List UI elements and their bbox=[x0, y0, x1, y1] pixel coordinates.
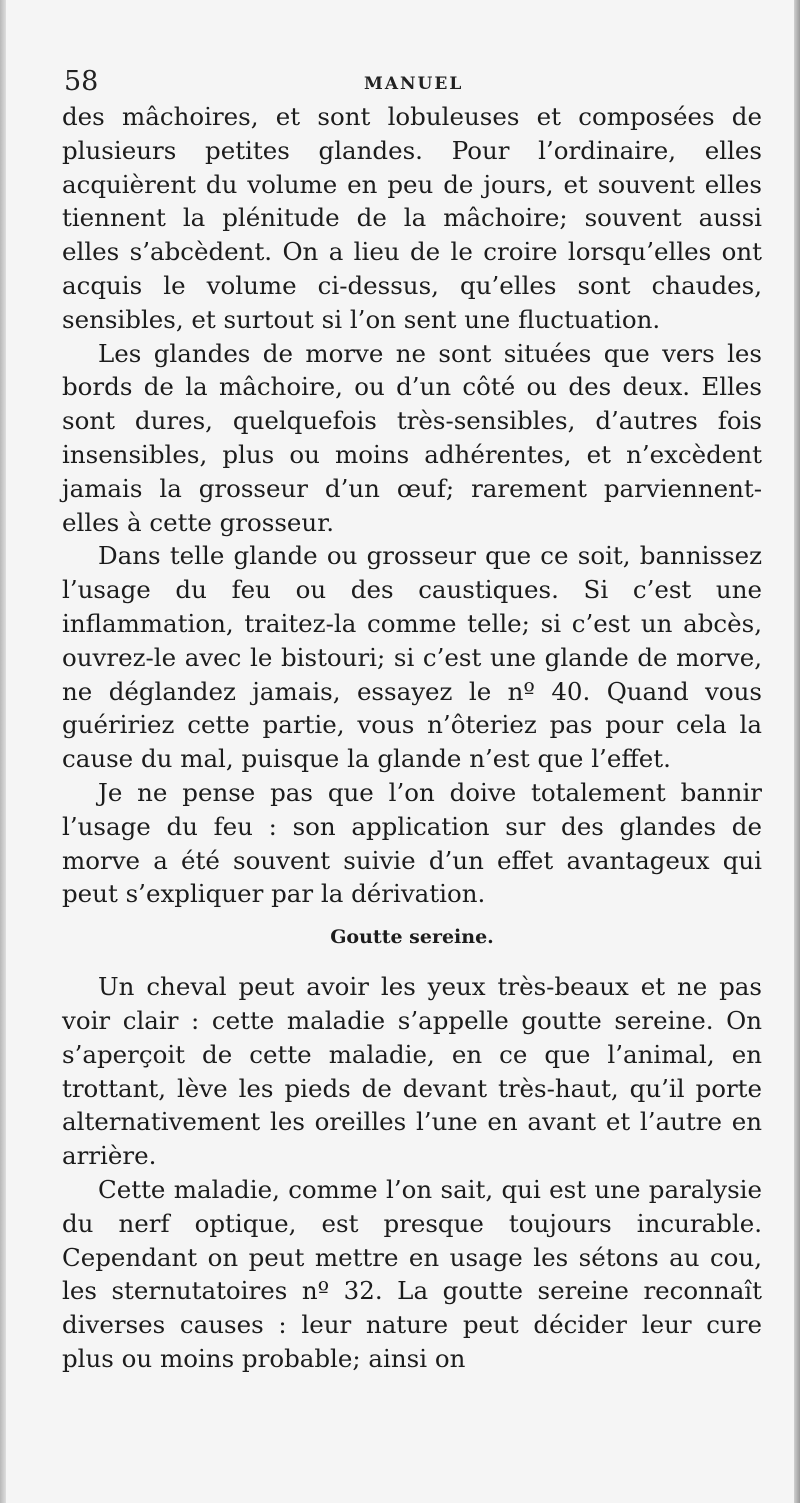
paragraph: Dans telle glande ou grosseur que ce soit, bannissez l’usage du feu ou des caustiques. Si c’est une inflammation, traitez-la comme telle; si c’est un abcès, ouvrez-le avec le bistouri; si c’est une glande de morve, ne déglandez jamais, essayez le nº 40. Quand vous guéririez cette partie, vous n’ôteriez pas pour cela la cause du mal, puisque la glande n’est que l’effet. bbox=[62, 541, 762, 774]
page-edge-right bbox=[794, 0, 800, 1503]
running-head: MANUEL bbox=[364, 74, 464, 94]
paragraph: des mâchoires, et sont lobuleuses et composées de plusieurs petites glandes. Pour l’ordinaire, elles acquièrent du volume en peu de jours, et souvent elles tiennent la plénitude de la mâchoire; souvent aussi elles s’abcèdent. On a lieu de le croire lorsqu’elles ont acquis le volume ci-dessus, qu’elles sont chaudes, sensibles, et surtout si l’on sent une fluctuation. bbox=[62, 102, 762, 334]
paragraph: Je ne pense pas que l’on doive totalement bannir l’usage du feu : son application sur des glandes de morve a été souvent suivie d’un effet avantageux qui peut s’expliquer par la dérivation. bbox=[62, 777, 762, 909]
page-number: 58 bbox=[64, 66, 99, 97]
page-header bbox=[64, 66, 769, 100]
section-heading: Goutte sereine. bbox=[330, 926, 494, 949]
paragraph: Les glandes de morve ne sont situées que vers les bords de la mâchoire, ou d’un côté ou des deux. Elles sont dures, quelquefois très-sensibles, d’autres fois insensibles, plus ou moins adhérentes, et n’excèdent jamais la grosseur d’un œuf; rarement parviennent-elles à cette grosseur. bbox=[62, 338, 762, 537]
paragraph: Cette maladie, comme l’on sait, qui est une paralysie du nerf optique, est presque toujours incurable. Cependant on peut mettre en usage les sétons au cou, les sternutatoires nº 32. La goutte sereine reconnaît diverses causes : leur nature peut décider leur cure plus ou moins probable; ainsi on bbox=[62, 1174, 762, 1373]
paragraph: Un cheval peut avoir les yeux très-beaux et ne pas voir clair : cette maladie s’appelle goutte sereine. On s’aperçoit de cette maladie, en ce que l’animal, en trottant, lève les pieds de devant très-haut, qu’il porte alternativement les oreilles l’une en avant et l’autre en arrière. bbox=[62, 972, 762, 1171]
page-body bbox=[62, 100, 762, 1376]
